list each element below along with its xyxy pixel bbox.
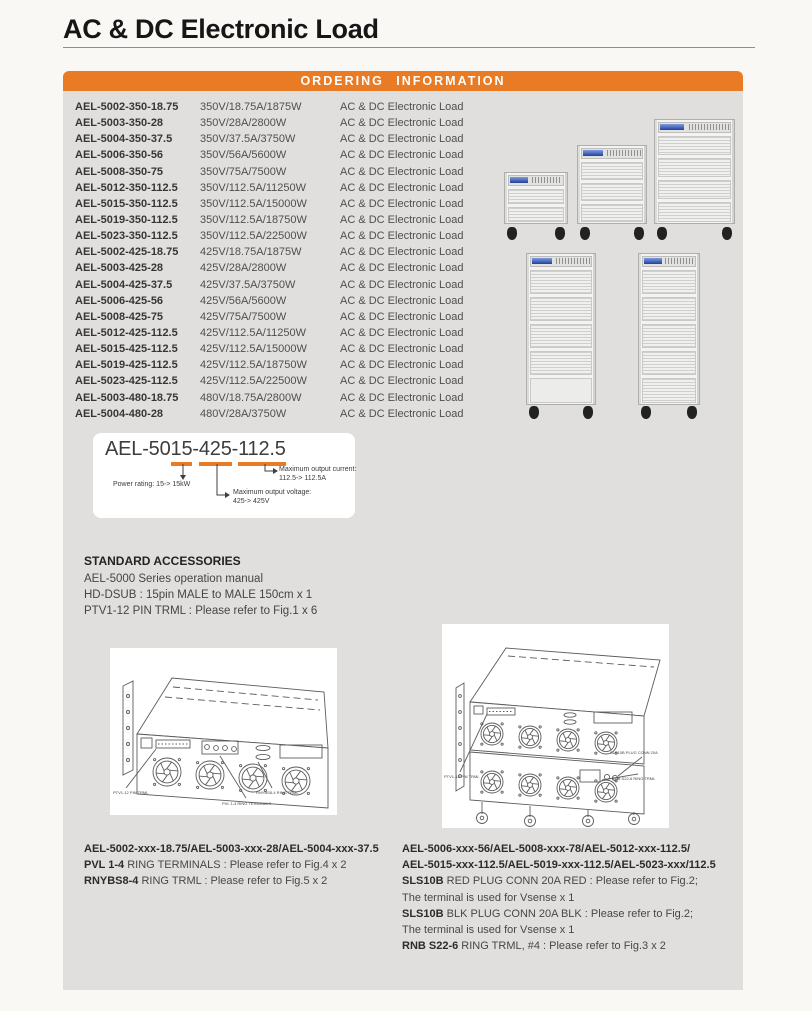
figure-rear-view-stacked-unit — [442, 624, 669, 828]
cell-rating: 480V/18.75A/2800W — [200, 391, 302, 404]
note-line: The terminal is used for Vsense x 1 — [402, 924, 575, 937]
cell-desc: AC & DC Electronic Load — [340, 278, 464, 291]
code-segment-underlined: 425 — [199, 438, 232, 466]
vent-section — [530, 270, 592, 294]
standard-accessories — [84, 554, 317, 619]
keypad — [532, 177, 562, 183]
cabinet-front — [504, 172, 568, 224]
accessory-line: HD-DSUB : 15pin MALE to MALE 150cm x 1 — [84, 589, 313, 601]
cell-rating: 350V/112.5A/18750W — [200, 214, 307, 227]
cell-rating: 350V/112.5A/11250W — [200, 181, 307, 194]
table-row — [75, 115, 505, 131]
drawing-label-rnybs: RNYBS8-4 RING TRML — [256, 790, 299, 795]
table-row — [75, 277, 505, 293]
cell-model: AEL-5008-425-75 — [75, 310, 164, 323]
cell-rating: 425V/28A/2800W — [200, 262, 287, 275]
cell-model: AEL-5006-350-56 — [75, 149, 164, 162]
caster-wheel — [583, 406, 593, 419]
cell-desc: AC & DC Electronic Load — [340, 181, 464, 194]
code-segment-underlined: 15 — [171, 438, 193, 466]
cell-rating: 425V/112.5A/22500W — [200, 375, 307, 388]
cell-model: AEL-5008-350-75 — [75, 165, 164, 178]
accessories-lines — [84, 571, 317, 619]
cabinet-front — [526, 253, 596, 405]
cell-model: AEL-5003-350-28 — [75, 117, 164, 130]
control-panel — [658, 122, 731, 133]
cell-model: AEL-5002-350-18.75 — [75, 101, 179, 114]
keypad — [689, 124, 729, 130]
cell-model: AEL-5019-425-112.5 — [75, 359, 178, 372]
table-row — [75, 293, 505, 309]
table-row — [75, 99, 505, 115]
drawing-label-rnb: RNB S22-6 RING TRML — [612, 776, 656, 781]
figure-rear-view-single-unit — [110, 648, 337, 815]
cell-desc: AC & DC Electronic Load — [340, 214, 464, 227]
keypad — [665, 258, 694, 264]
product-photo-tower-left — [526, 253, 596, 419]
vent-section — [508, 189, 564, 204]
note-line: AEL-5006-xxx-56/AEL-5008-xxx-78/AEL-5012-xxx-112.5/ — [402, 843, 690, 855]
accessories-heading: STANDARD ACCESSORIES — [84, 554, 241, 568]
vent-section — [581, 183, 643, 201]
product-photo-cabinet-medium — [577, 145, 647, 240]
cell-desc: AC & DC Electronic Load — [340, 117, 464, 130]
cell-model: AEL-5015-350-112.5 — [75, 197, 178, 210]
cell-rating: 350V/37.5A/3750W — [200, 133, 296, 146]
title-rule — [63, 47, 755, 48]
rear-view-drawing-single — [110, 648, 337, 815]
cell-rating: 425V/56A/5600W — [200, 294, 287, 307]
caster-wheel — [507, 227, 517, 240]
cell-desc: AC & DC Electronic Load — [340, 407, 464, 420]
cell-rating: 350V/56A/5600W — [200, 149, 287, 162]
cabinet-front — [638, 253, 700, 405]
cell-rating: 350V/18.75A/1875W — [200, 101, 302, 114]
max-voltage-callout — [233, 488, 311, 506]
cell-rating: 350V/28A/2800W — [200, 117, 287, 130]
code-segment: - — [192, 438, 199, 460]
max-voltage-line2: 425-> 425V — [233, 498, 270, 505]
cell-desc: AC & DC Electronic Load — [340, 197, 464, 210]
cell-rating: 350V/75A/7500W — [200, 165, 287, 178]
table-row — [75, 309, 505, 325]
vent-section — [642, 297, 696, 321]
cell-rating: 480V/28A/3750W — [200, 407, 287, 420]
code-segment: - — [231, 438, 239, 460]
cell-desc: AC & DC Electronic Load — [340, 375, 464, 388]
table-row — [75, 164, 505, 180]
table-row — [75, 244, 505, 260]
drawing-label-sls: SLS10B PLUG CONN 20A — [610, 750, 658, 755]
table-row — [75, 147, 505, 163]
control-panel — [530, 256, 592, 267]
note-line: RNB S22-6 RING TRML, #4 : Please refer to Fig.3 x 2 — [402, 940, 666, 953]
cell-rating: 350V/112.5A/15000W — [200, 197, 307, 210]
cell-model: AEL-5006-425-56 — [75, 294, 164, 307]
note-line: AEL-5015-xxx-112.5/AEL-5019-xxx-112.5/AEL-5023-xxx/112.5 — [402, 859, 716, 872]
note-line: AEL-5002-xxx-18.75/AEL-5003-xxx-28/AEL-5004-xxx-37.5 — [84, 843, 379, 855]
product-photo-cabinet-large — [654, 119, 735, 240]
table-row — [75, 212, 505, 228]
caster-wheel — [722, 227, 732, 240]
caster-wheel — [529, 406, 539, 419]
cell-model: AEL-5004-425-37.5 — [75, 278, 173, 291]
table-row — [75, 228, 505, 244]
caster-wheel — [634, 227, 644, 240]
cell-desc: AC & DC Electronic Load — [340, 391, 464, 404]
caster-wheel — [687, 406, 697, 419]
table-row — [75, 180, 505, 196]
cell-desc: AC & DC Electronic Load — [340, 246, 464, 259]
vent-section — [642, 378, 696, 402]
cell-model: AEL-5004-350-37.5 — [75, 133, 173, 146]
vent-section — [658, 136, 731, 155]
cell-model: AEL-5012-350-112.5 — [75, 181, 178, 194]
model-number-box — [93, 433, 355, 518]
display-screen — [532, 258, 552, 264]
table-row — [75, 260, 505, 276]
max-current-line2: 112.5-> 112.5A — [279, 475, 327, 482]
cell-rating: 425V/37.5A/3750W — [200, 278, 296, 291]
cabinet-front — [654, 119, 735, 224]
table-row — [75, 325, 505, 341]
max-voltage-line1: Maximum output voltage: — [233, 489, 312, 496]
cell-model: AEL-5002-425-18.75 — [75, 246, 179, 259]
note-line: RNYBS8-4 RING TRML : Please refer to Fig.5 x 2 — [84, 875, 328, 888]
cell-rating: 425V/18.75A/1875W — [200, 246, 302, 259]
cell-rating: 425V/112.5A/15000W — [200, 343, 307, 356]
cell-rating: 425V/112.5A/11250W — [200, 327, 307, 340]
control-panel — [581, 148, 643, 159]
note-line: PVL 1-4 RING TERMINALS : Please refer to Fig.4 x 2 — [84, 859, 347, 872]
vent-section — [642, 351, 696, 375]
display-screen — [644, 258, 662, 264]
accessory-line: PTV1-12 PIN TRML : Please refer to Fig.1 x 6 — [84, 605, 318, 617]
control-panel — [642, 256, 696, 267]
drawing-label-ptv: PTV1-12 PIN TRML — [444, 774, 480, 779]
cell-desc: AC & DC Electronic Load — [340, 262, 464, 275]
vent-section — [508, 207, 564, 222]
caster-wheel — [657, 227, 667, 240]
vent-section — [581, 162, 643, 180]
cell-model: AEL-5003-425-28 — [75, 262, 164, 275]
fig-right-notes — [402, 841, 716, 954]
fig-left-notes — [84, 841, 379, 890]
cell-desc: AC & DC Electronic Load — [340, 359, 464, 372]
table-row — [75, 196, 505, 212]
cell-model: AEL-5003-480-18.75 — [75, 391, 179, 404]
cell-model: AEL-5023-350-112.5 — [75, 230, 178, 243]
blank-section — [530, 378, 592, 402]
cell-desc: AC & DC Electronic Load — [340, 133, 464, 146]
vent-section — [581, 204, 643, 222]
note-line: SLS10B RED PLUG CONN 20A RED : Please refer to Fig.2; — [402, 875, 698, 888]
product-photo-tower-right — [638, 253, 700, 419]
control-panel — [508, 175, 564, 186]
vent-section — [642, 270, 696, 294]
vent-section — [530, 324, 592, 348]
ordering-table — [75, 99, 505, 422]
display-screen — [583, 150, 603, 156]
table-row — [75, 341, 505, 357]
vent-section — [658, 202, 731, 221]
vent-section — [658, 180, 731, 199]
cell-rating: 425V/112.5A/18750W — [200, 359, 307, 372]
cell-desc: AC & DC Electronic Load — [340, 165, 464, 178]
table-row — [75, 390, 505, 406]
caster-wheel — [555, 227, 565, 240]
power-rating-callout: Power rating: 15-> 15kW — [113, 481, 191, 488]
cell-model: AEL-5019-350-112.5 — [75, 214, 178, 227]
page-title: AC & DC Electronic Load — [63, 14, 379, 44]
cell-desc: AC & DC Electronic Load — [340, 310, 464, 323]
caster-wheel — [641, 406, 651, 419]
vent-section — [530, 351, 592, 375]
banner-label: ORDERING INFORMATION — [300, 74, 506, 88]
cell-desc: AC & DC Electronic Load — [340, 101, 464, 114]
cell-model: AEL-5015-425-112.5 — [75, 343, 178, 356]
note-line: SLS10B BLK PLUG CONN 20A BLK : Please refer to Fig.2; — [402, 907, 694, 920]
ordering-information-banner — [63, 71, 743, 91]
table-row — [75, 373, 505, 389]
keypad — [556, 258, 590, 264]
code-segment: AEL-50 — [105, 438, 171, 460]
cell-rating: 350V/112.5A/22500W — [200, 230, 307, 243]
vent-section — [642, 324, 696, 348]
cabinet-front — [577, 145, 647, 224]
table-row — [75, 406, 505, 422]
cell-desc: AC & DC Electronic Load — [340, 327, 464, 340]
drawing-label-pvl: PVL 1-4 RING TERMINALS — [222, 801, 272, 806]
cell-model: AEL-5004-480-28 — [75, 407, 164, 420]
vent-section — [658, 158, 731, 177]
cell-desc: AC & DC Electronic Load — [340, 149, 464, 162]
max-current-callout — [279, 465, 356, 483]
max-current-line1: Maximum output current: — [279, 466, 357, 473]
display-screen — [510, 177, 528, 183]
vent-section — [530, 297, 592, 321]
display-screen — [660, 124, 684, 130]
rear-view-drawing-stacked — [442, 624, 669, 828]
cell-desc: AC & DC Electronic Load — [340, 294, 464, 307]
product-photo-cabinet-small — [504, 172, 568, 240]
caster-wheel — [580, 227, 590, 240]
accessory-line: AEL-5000 Series operation manual — [84, 573, 264, 585]
cell-model: AEL-5012-425-112.5 — [75, 327, 178, 340]
code-segment-underlined: 112.5 — [238, 438, 286, 466]
cell-desc: AC & DC Electronic Load — [340, 230, 464, 243]
table-row — [75, 131, 505, 147]
note-line: The terminal is used for Vsense x 1 — [402, 891, 575, 904]
cell-desc: AC & DC Electronic Load — [340, 343, 464, 356]
drawing-label-ptv: PTV1-12 PIN TRML — [113, 790, 149, 795]
keypad — [607, 150, 641, 156]
table-row — [75, 357, 505, 373]
cell-rating: 425V/75A/7500W — [200, 310, 287, 323]
cell-model: AEL-5023-425-112.5 — [75, 375, 178, 388]
